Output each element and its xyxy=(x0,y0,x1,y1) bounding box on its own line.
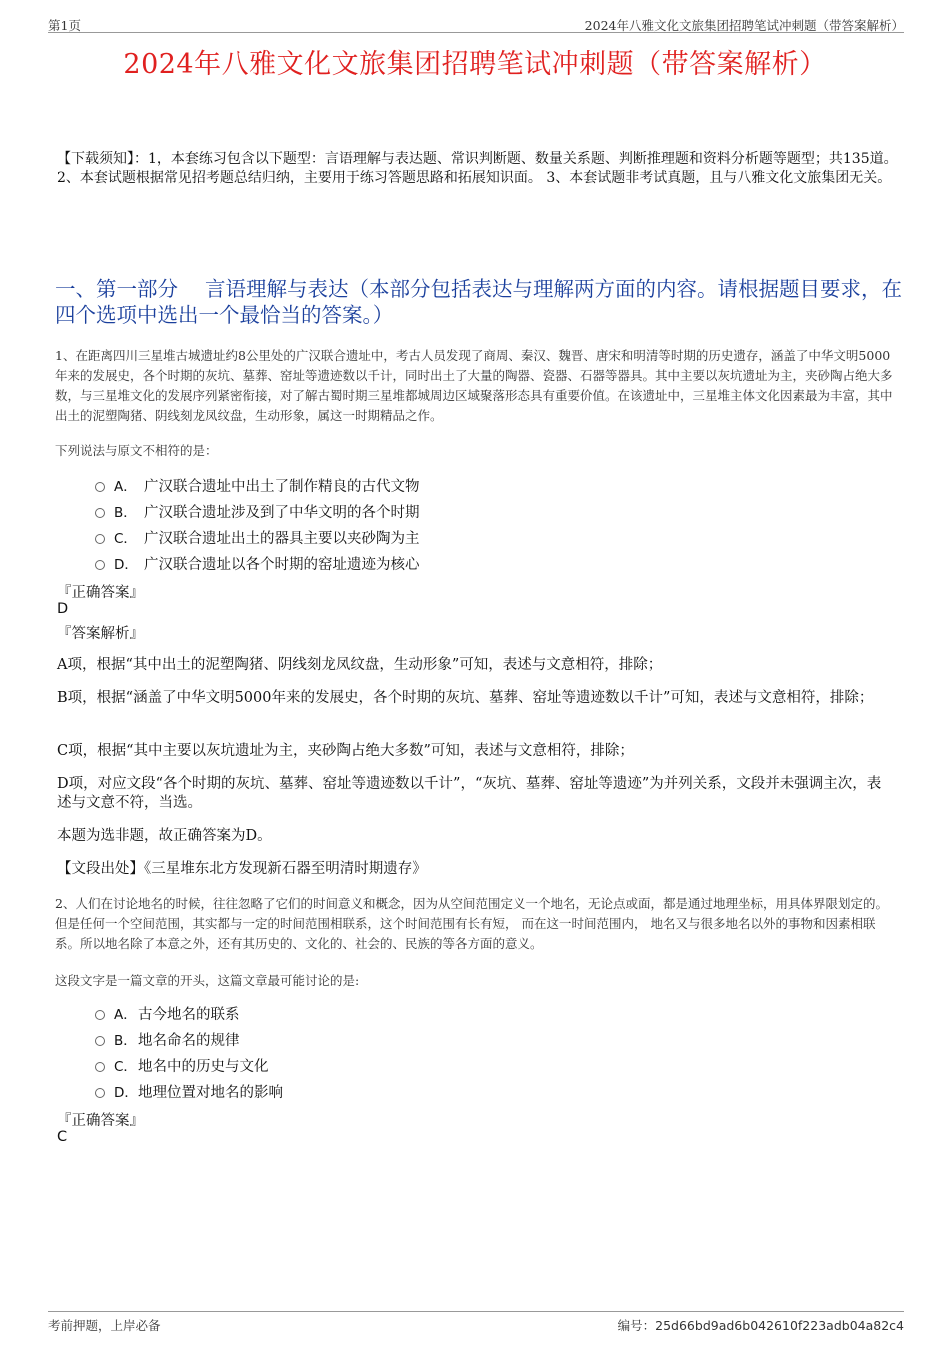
radio-icon[interactable] xyxy=(95,508,105,518)
analysis-conclusion: 本题为选非题，故正确答案为D。 xyxy=(57,828,272,844)
radio-icon[interactable] xyxy=(95,534,105,544)
option-c[interactable]: C． 地名中的历史与文化 xyxy=(95,1052,283,1078)
answer-value: C xyxy=(57,1129,68,1145)
option-a[interactable]: A． 古今地名的联系 xyxy=(95,1000,283,1026)
radio-icon[interactable] xyxy=(95,560,105,570)
radio-icon[interactable] xyxy=(95,1036,105,1046)
question-2-options xyxy=(95,1000,283,1104)
question-1-prompt: 下列说法与原文不相符的是： xyxy=(55,443,218,458)
analysis-d: D项，对应文段“各个时期的灰坑、墓葬、窑址等遗迹数以千计”，“灰坑、墓葬、窑址等遗迹”为并列关系，文段并未强调主次，表述与文意不符，当选。 xyxy=(57,776,882,811)
option-d[interactable]: D． 地理位置对地名的影响 xyxy=(95,1078,283,1104)
header-doc-title: 2024年八雅文化文旅集团招聘笔试冲刺题（带答案解析） xyxy=(584,18,904,33)
question-1-text: 1、在距离四川三星堆古城遗址约8公里处的广汉联合遗址中，考古人员发现了商周、秦汉、魏晋、唐宋和明清等时期的历史遗存，涵盖了中华文明5000年来的发展史，各个时期的灰坑、墓葬、窑址等遗迹数以千计，同时出土了大量的陶器、瓷器、石器等器具。其中主要以灰坑遗址为主，夹砂陶占绝大多数，与三星堆文化的发展序列紧密衔接，对了解古蜀时期三星堆都城周边区域聚落形态具有重要价值。在该遗址中，三星堆主体文化因素最为丰富，其中出土的泥塑陶猪、阴线刻龙凤纹盘，生动形象，属这一时期精品之作。 xyxy=(55,348,893,423)
footer-code xyxy=(618,1316,904,1334)
option-b[interactable]: B． 广汉联合遗址涉及到了中华文明的各个时期 xyxy=(95,498,420,524)
answer-label: 『正确答案』 xyxy=(57,1113,144,1129)
option-c[interactable]: C． 广汉联合遗址出土的器具主要以夹砂陶为主 xyxy=(95,524,420,550)
page-number-label: 第1页 xyxy=(48,18,81,33)
section-title: 一、第一部分 言语理解与表达（本部分包括表达与理解两方面的内容。请根据题目要求，在四个选项中选出一个最恰当的答案。） xyxy=(55,277,903,327)
question-1-options xyxy=(95,472,420,576)
source-citation: 【文段出处】《三星堆东北方发现新石器至明清时期遗存》 xyxy=(57,861,427,877)
radio-icon[interactable] xyxy=(95,1010,105,1020)
option-b[interactable]: B． 地名命名的规律 xyxy=(95,1026,283,1052)
analysis-b: B项，根据“涵盖了中华文明5000年来的发展史，各个时期的灰坑、墓葬、窑址等遗迹数以千计”可知，表述与文意相符，排除； xyxy=(57,690,874,706)
download-notice: 【下载须知】：1，本套练习包含以下题型：言语理解与表达题、常识判断题、数量关系题、判断推理题和资料分析题等题型；共135道。 2、本套试题根据常见招考题总结归纳，主要用于练习答题思路和拓展知识面。 3、本套试题非考试真题，且与八雅文化文旅集团无关。 xyxy=(57,151,898,186)
radio-icon[interactable] xyxy=(95,482,105,492)
radio-icon[interactable] xyxy=(95,1062,105,1072)
option-d[interactable]: D． 广汉联合遗址以各个时期的窑址遗迹为核心 xyxy=(95,550,420,576)
document-title: 2024年八雅文化文旅集团招聘笔试冲刺题（带答案解析） xyxy=(123,49,827,80)
answer-label: 『正确答案』 xyxy=(57,585,144,601)
footer-code-label: 编号： xyxy=(617,1318,656,1333)
question-2-text: 2、人们在讨论地名的时候，往往忽略了它们的时间意义和概念，因为从空间范围定义一个地名，无论点或面，都是通过地理坐标，用具体界限划定的。但是任何一个空间范围，其实都与一定的时间范围相联系，这个时间范围有长有短， 而在这一时间范围内， 地名又与很多地名以外的事物和因素相联系。所以地名除了本意之外，还有其历史的、文化的、社会的、民族的等各方面的意义。 xyxy=(55,896,888,951)
footer-code-value: 25d66bd9ad6b042610f223adb04a82c4 xyxy=(655,1318,904,1333)
analysis-c: C项，根据“其中主要以灰坑遗址为主，夹砂陶占绝大多数”可知，表述与文意相符，排除； xyxy=(57,743,634,759)
question-2-prompt: 这段文字是一篇文章的开头，这篇文章最可能讨论的是: xyxy=(55,973,360,988)
analysis-label: 『答案解析』 xyxy=(57,626,144,642)
footer-slogan: 考前押题，上岸必备 xyxy=(48,1318,161,1333)
analysis-a: A项，根据“其中出土的泥塑陶猪、阴线刻龙凤纹盘，生动形象”可知，表述与文意相符，排除； xyxy=(57,657,663,673)
radio-icon[interactable] xyxy=(95,1088,105,1098)
page-footer xyxy=(48,1311,904,1332)
answer-value: D xyxy=(57,601,69,617)
option-a[interactable]: A． 广汉联合遗址中出土了制作精良的古代文物 xyxy=(95,472,420,498)
page-header xyxy=(48,14,904,33)
